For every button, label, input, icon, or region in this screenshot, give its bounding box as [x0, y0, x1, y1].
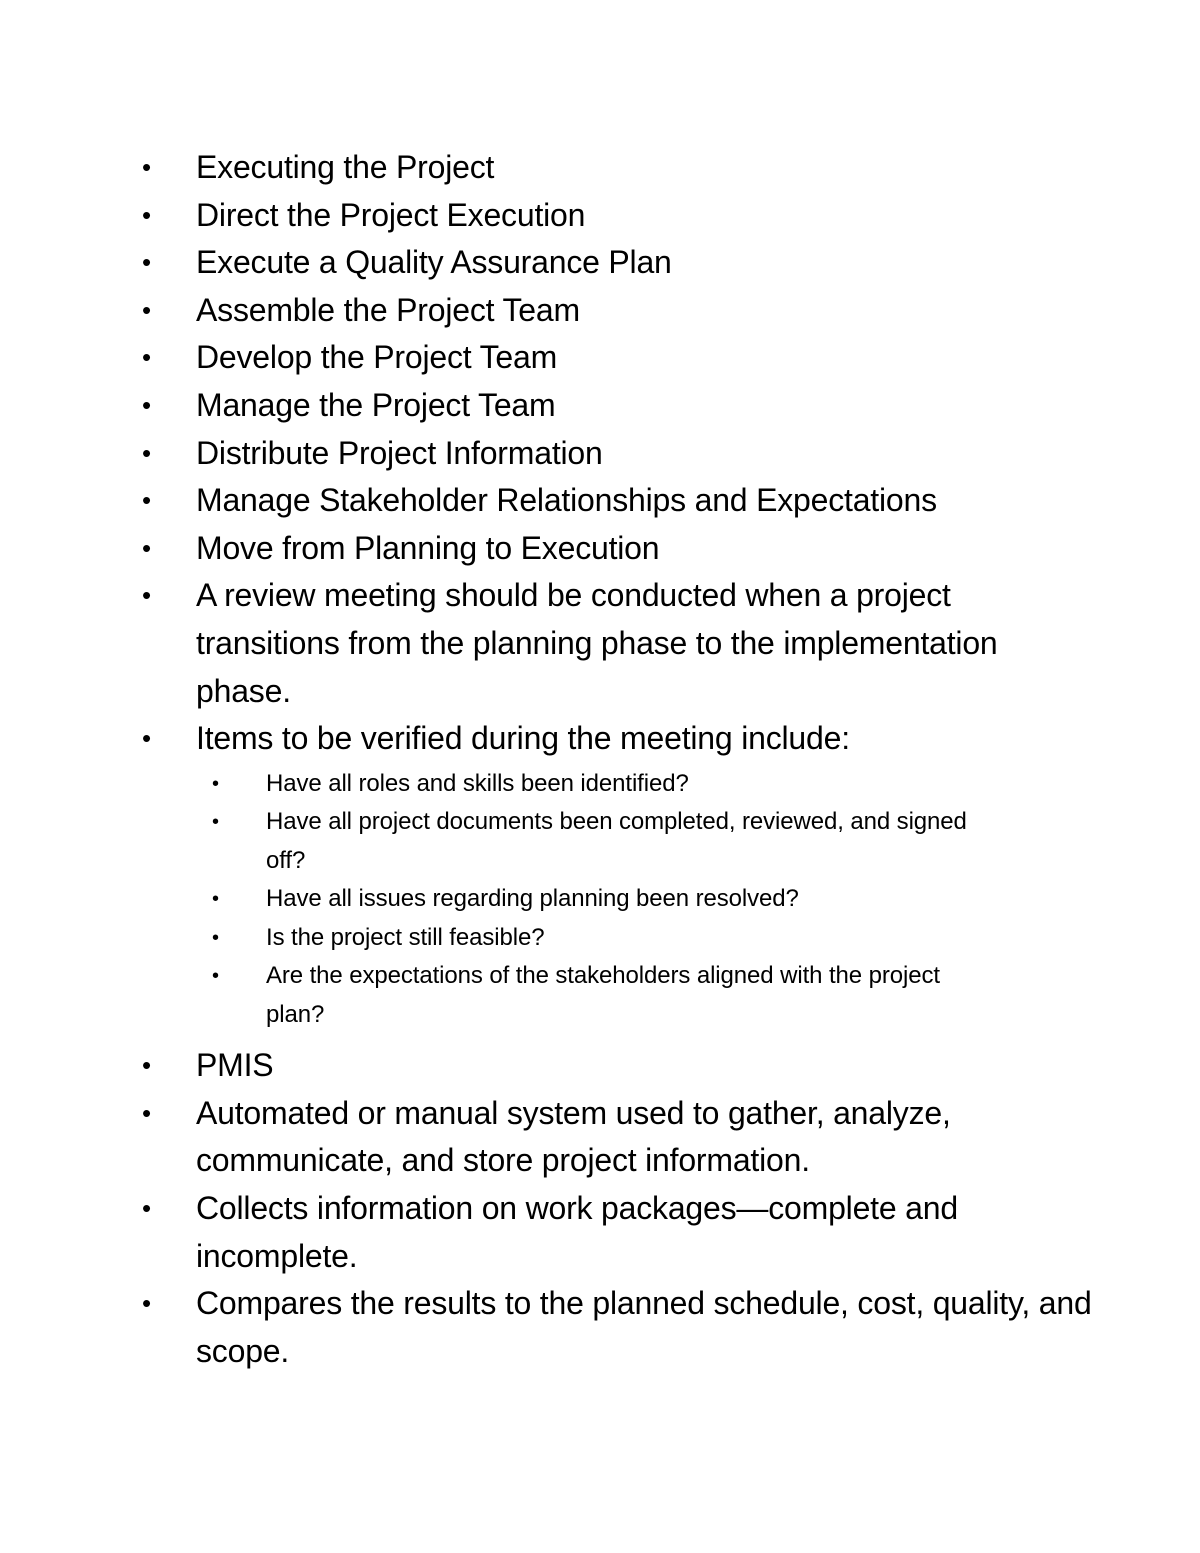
list-item — [0, 1280, 1200, 1375]
list-item-text: Automated or manual system used to gather, analyze, communicate, and store project information. — [196, 1094, 951, 1179]
list-item-text: Assemble the Project Team — [196, 291, 580, 328]
sub-list-item-text: Have all roles and skills been identified? — [266, 769, 689, 797]
list-item — [0, 1090, 1200, 1185]
sub-list-item — [196, 919, 1100, 958]
list-item — [0, 192, 1200, 240]
bullet-icon: • — [212, 965, 219, 988]
list-item — [0, 1042, 1200, 1090]
list-item — [0, 477, 1200, 525]
list-item-text: Compares the results to the planned schedule, cost, quality, and scope. — [196, 1285, 1092, 1369]
bullet-icon: • — [142, 532, 151, 563]
bullet-icon: • — [142, 1050, 151, 1081]
list-item-text: Executing the Project — [196, 149, 495, 185]
bullet-icon: • — [142, 389, 151, 420]
list-item — [0, 1185, 1200, 1280]
list-item — [0, 144, 1200, 192]
sub-list-item-text: Have all issues regarding planning been resolved? — [266, 885, 799, 913]
list-item — [0, 382, 1200, 430]
list-item — [0, 572, 1200, 715]
list-item-text: Direct the Project Execution — [196, 196, 586, 233]
list-item-text: Collects information on work packages—complete and incomplete. — [196, 1190, 958, 1274]
bullet-icon: • — [212, 888, 219, 911]
list-item — [0, 430, 1200, 478]
bullet-icon: • — [212, 811, 219, 834]
list-item-text: Items to be verified during the meeting include: — [196, 720, 850, 757]
list-item-text: Distribute Project Information — [196, 434, 603, 471]
list-item-text: Execute a Quality Assurance Plan — [196, 244, 672, 281]
list-item-text: Develop the Project Team — [196, 339, 558, 376]
bullet-icon: • — [142, 294, 151, 325]
list-item — [0, 287, 1200, 335]
list-item — [0, 525, 1200, 573]
bullet-icon: • — [142, 580, 151, 611]
sub-list-item-text: Is the project still feasible? — [266, 923, 545, 951]
bullet-icon: • — [142, 1193, 151, 1223]
bullet-icon: • — [142, 723, 151, 754]
bullet-icon: • — [142, 247, 151, 278]
bullet-list — [0, 144, 1200, 1375]
list-item-text: Move from Planning to Execution — [196, 529, 660, 566]
list-item-text: Manage Stakeholder Relationships and Expectations — [196, 482, 937, 519]
sub-list-item — [196, 765, 1100, 804]
sub-list-item — [196, 803, 1100, 880]
list-item-text: A review meeting should be conducted when a project transitions from the planning phase to the implementation phase. — [196, 577, 998, 709]
sub-bullet-list — [196, 765, 1100, 1035]
bullet-icon: • — [142, 1097, 151, 1128]
bullet-icon: • — [142, 1288, 151, 1319]
list-item — [0, 715, 1200, 1034]
list-item-text: Manage the Project Team — [196, 386, 556, 423]
bullet-icon: • — [212, 926, 219, 949]
bullet-icon: • — [142, 342, 151, 373]
bullet-icon: • — [142, 199, 151, 230]
list-item-text: PMIS — [196, 1047, 274, 1084]
bullet-icon: • — [142, 437, 151, 468]
list-item — [0, 239, 1200, 287]
bullet-icon: • — [142, 485, 151, 516]
sub-list-item-text: Have all project documents been completed, reviewed, and signed off? — [266, 808, 967, 874]
bullet-icon: • — [212, 772, 219, 795]
sub-list-item — [196, 957, 1100, 1034]
sub-list-item-text: Are the expectations of the stakeholders aligned with the project plan? — [266, 962, 940, 1028]
list-item — [0, 334, 1200, 382]
bullet-icon: • — [142, 152, 151, 182]
sub-list-item — [196, 880, 1100, 919]
